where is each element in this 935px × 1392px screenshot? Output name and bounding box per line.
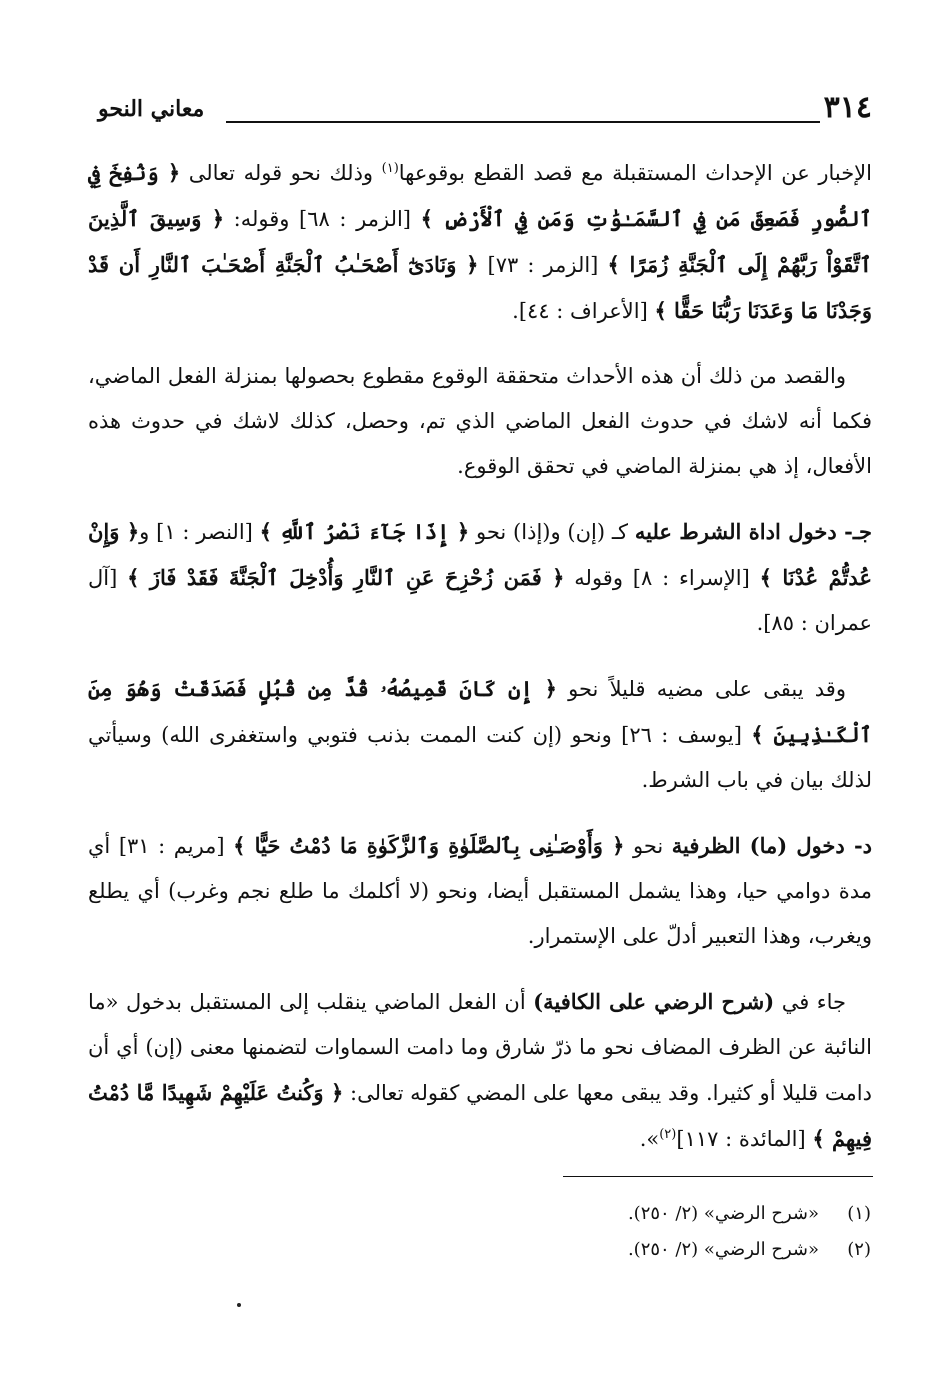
paragraph-3 — [88, 509, 872, 646]
verse-zumar-73: ﴿ وَسِيقَ ٱلَّذِينَ ٱتَّقَوْاْ رَبَّهُمْ إِلَى ٱلْجَنَّةِ زُمَرًا ﴾ — [88, 206, 872, 277]
footnote-number: (٢) — [847, 1239, 871, 1260]
page-header — [98, 86, 872, 134]
footnotes — [471, 1198, 871, 1270]
paragraph-1 — [88, 150, 872, 334]
verse-imran-185: ﴿ فَمَن زُحْزِحَ عَنِ ٱلنَّارِ وَأُدْخِلَ ٱلْجَنَّةَ فَقَدْ فَازَ ﴾ — [127, 565, 565, 590]
page-number: ٣١٤ — [823, 90, 872, 125]
footnote-number: (١) — [847, 1203, 871, 1224]
p3-text: كـ (إن) و(إذا) نحو — [469, 520, 635, 544]
section-heading-dal: د- دخول (ما) الظرفية — [671, 833, 873, 858]
running-title: معاني النحو — [98, 96, 205, 122]
paragraph-5 — [88, 823, 872, 959]
footnote-marker-2: (٢) — [659, 1127, 677, 1142]
p4-text: وقد يبقى على مضيه قليلاً نحو — [556, 677, 846, 701]
p6-text-1: جاء في — [774, 990, 846, 1014]
main-text — [88, 150, 872, 1182]
p6-end: ». — [639, 1127, 660, 1151]
ref-araf-44: [الأعراف : ٤٤]. — [512, 299, 655, 323]
verse-yusuf-26: ﴿ إِن كَانَ قَمِيصُهُۥ قُدَّ مِن قُبُلٍ فَصَدَقَتْ وَهُوَ مِنَ ٱلْكَـٰذِبِينَ ﴾ — [88, 676, 872, 747]
paragraph-6 — [88, 979, 872, 1162]
p1-text-post: وذلك نحو قوله تعالى — [180, 161, 382, 185]
stray-dot-mark — [237, 1303, 241, 1307]
ref-maidah-117: [المائدة : ١١٧] — [676, 1127, 813, 1151]
verse-araf-44: ﴿ وَنَادَىٰٓ أَصْحَـٰبُ ٱلْجَنَّةِ أَصْحَـٰبَ ٱلنَّارِ أَن قَدْ وَجَدْنَا مَا وَعَدَنَا رَبُّنَا حَقًّا ﴾ — [88, 252, 872, 323]
ref-isra-8: [الإسراء : ٨] وقوله — [564, 566, 760, 590]
book-title: (شرح الرضي على الكافية) — [533, 989, 775, 1014]
ref-maryam-31: [مريم : ٣١] أي مدة دوامي حيا، وهذا يشمل المستقبل أيضا، ونحو (لا أكلمك ما طلع نجم وغرب) أي يطلع ويغرب، وهذا التعبير أدلّ على الإستمرار. — [88, 834, 872, 948]
header-rule — [226, 121, 820, 123]
p6-text-2: أن الفعل الماضي ينقلب إلى المستقبل بدخول «ما النائبة عن الظرف المضاف نحو ما ذرّ شارق وما دامت السماوات لتضمنها معنى (إن) أي أن دامت قليلا أو كثيرا. وقد يبقى معها على المضي كقوله تعالى: — [88, 990, 872, 1105]
footnote-marker-1: (١) — [381, 161, 399, 176]
section-heading-jim: جـ- دخول اداة الشرط عليه — [634, 519, 873, 544]
paragraph-2: والقصد من ذلك أن هذه الأحداث متحققة الوقوع مقطوع بحصولها بمنزلة الفعل الماضي، فكما أنه لاشك في حدوث الفعل الماضي الذي تم، وحصل، كذلك لاشك في حدوث هذه الأفعال، إذ هي بمنزلة الماضي في تحقق الوقوع. — [88, 364, 872, 478]
ref-nasr-1: [النصر : ١] و — [139, 520, 260, 544]
ref-imran-185: [آل عمران : ٨٥]. — [88, 566, 872, 635]
footnote-1 — [471, 1198, 871, 1230]
verse-isra-8: ﴿ وَإِنْ عُدتُّمْ عُدْنَا ﴾ — [88, 519, 872, 590]
p5-text: نحو — [624, 834, 672, 858]
verse-zumar-68: ﴿ وَنُفِخَ فِي ٱلصُّورِ فَصَعِقَ مَن فِي ٱلسَّمَـٰوَٰتِ وَمَن فِي ٱلْأَرْضِ ﴾ — [88, 160, 872, 231]
ref-yusuf-26: [يوسف : ٢٦] ونحو (إن كنت الممت بذنب فتوبي واستغفرى الله) وسيأتي لذلك بيان في باب الشرط. — [88, 723, 872, 792]
footnote-text: «شرح الرضي» (٢/ ٢٥٠). — [627, 1239, 819, 1260]
ref-zumar-68: [الزمر : ٦٨] وقوله: — [224, 207, 421, 231]
p1-text-pre: الإخبار عن الإحداث المستقبلة مع قصد القطع بوقوعها — [398, 161, 872, 185]
verse-maidah-117: ﴿ وَكُنتُ عَلَيْهِمْ شَهِيدًا مَّا دُمْتُ فِيهِمْ ﴾ — [88, 1080, 872, 1151]
footnote-text: «شرح الرضي» (٢/ ٢٥٠). — [627, 1203, 819, 1224]
footnote-rule — [563, 1176, 873, 1177]
verse-maryam-31: ﴿ وَأَوْصَـٰنِى بِٱلصَّلَوٰةِ وَٱلزَّكَوٰةِ مَا دُمْتُ حَيًّا ﴾ — [233, 833, 625, 858]
paragraph-4 — [88, 666, 872, 803]
verse-nasr-1: ﴿ إِذَا جَآءَ نَصْرُ ٱللَّهِ ﴾ — [259, 519, 470, 544]
footnote-2 — [471, 1234, 871, 1266]
ref-zumar-73: [الزمر : ٧٣] — [478, 253, 608, 277]
